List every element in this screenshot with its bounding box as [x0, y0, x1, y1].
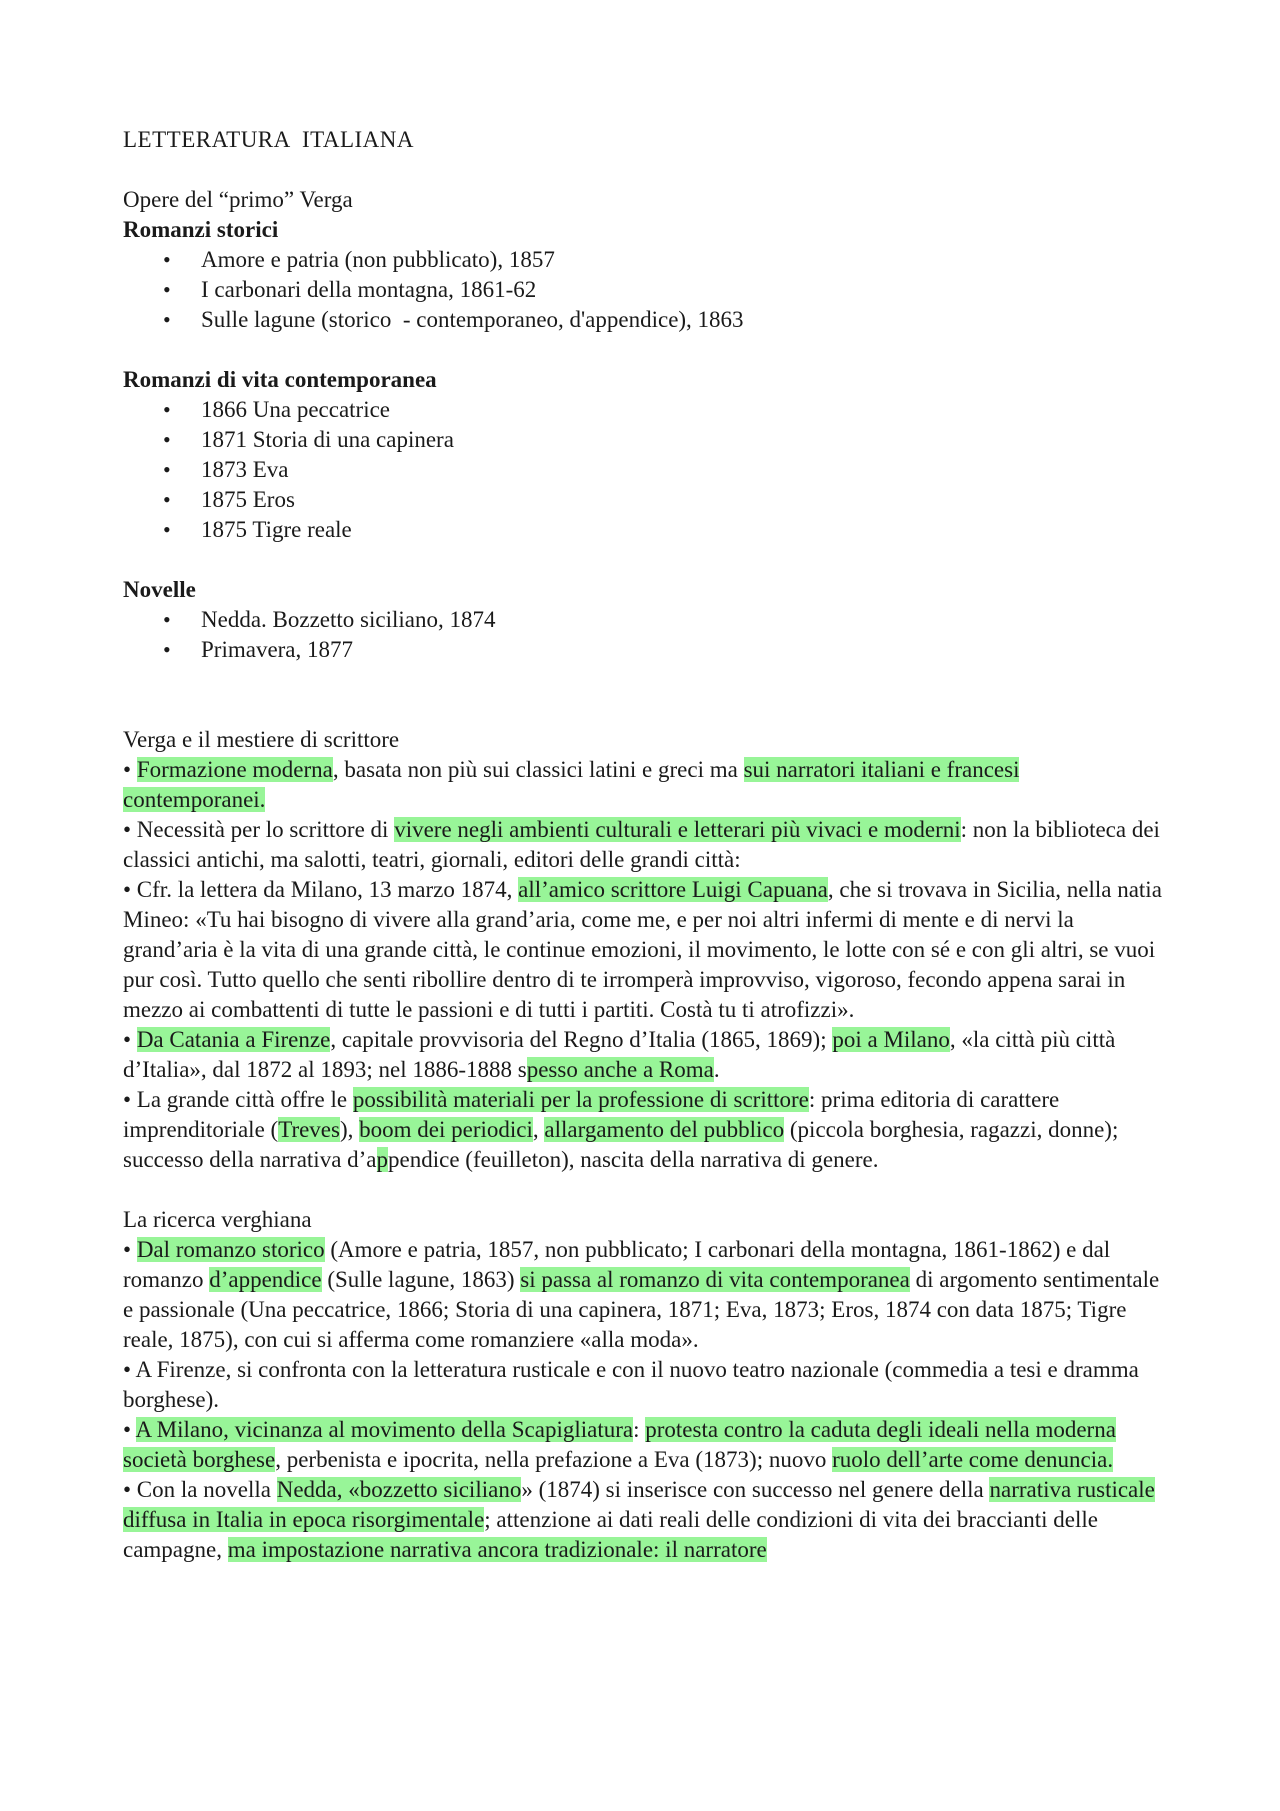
paragraph-nedda [123, 1475, 1163, 1565]
paragraph-grande-citta [123, 1085, 1163, 1175]
paragraph-necessita [123, 815, 1163, 875]
highlighted-text: ma impostazione narrativa ancora tradizionale: il narratore [227, 1537, 767, 1562]
paragraph-text: , «la città più città d’Italia», dal 1872 al 1893; nel 1886-1888 s [123, 1027, 1116, 1082]
subtitle: Opere del “primo” Verga [123, 187, 353, 212]
list-item: • 1871 Storia di una capinera [123, 425, 1163, 455]
paragraph-text: : prima editoria di carattere imprenditoriale ( [123, 1087, 1060, 1142]
paragraph-text: . [713, 1057, 720, 1082]
paragraph-lettera [123, 875, 1163, 1025]
paragraph-text: • Con la novella [123, 1477, 277, 1502]
list-item: • Nedda. Bozzetto siciliano, 1874 [123, 605, 1163, 635]
highlighted-text: p [376, 1147, 389, 1172]
paragraph-text: • [123, 1027, 137, 1052]
highlighted-text: possibilità materiali per la professione di scrittore [352, 1087, 809, 1112]
paragraph-firenze: • A Firenze, si confronta con la letteratura rusticale e con il nuovo teatro nazionale (commedia a tesi e dramma borghese). [123, 1357, 1139, 1412]
paragraph-text: (Amore e patria, 1857, non pubblicato; I carbonari della montagna, 1861-1862) e dal romanzo [123, 1237, 1111, 1292]
paragraph-text: , capitale provvisoria del Regno d’Italia (1865, 1869); [330, 1027, 833, 1052]
list-item: • I carbonari della montagna, 1861-62 [123, 275, 1163, 305]
paragraph-text: (piccola borghesia, ragazzi, donne); successo della narrativa d’a [123, 1117, 1119, 1172]
highlighted-text: narrativa rusticale diffusa in Italia in epoca risorgimentale [123, 1477, 1155, 1532]
paragraph-text: • Cfr. la lettera da Milano, 13 marzo 1874, [123, 877, 519, 902]
paragraph-text: • [123, 1417, 136, 1442]
highlighted-text: Treves [278, 1117, 340, 1142]
paragraph-milano [123, 1415, 1163, 1475]
paragraph-text: (Sulle lagune, 1863) [321, 1267, 521, 1292]
list-item: • 1875 Eros [123, 485, 1163, 515]
paragraph-formazione [123, 755, 1163, 815]
list-novelle [123, 605, 1163, 665]
paragraph-text: : non la biblioteca dei classici antichi, ma salotti, teatri, giornali, editori delle grandi città: [123, 817, 1160, 872]
paragraph-text: ), [339, 1117, 360, 1142]
section-heading-romanzi-storici: Romanzi storici [123, 217, 279, 242]
section-heading-ricerca: La ricerca verghiana [123, 1207, 312, 1232]
paragraph-text: ; attenzione ai dati reali delle condizioni di vita dei braccianti delle campagne, [123, 1507, 1099, 1562]
paragraph-text: pendice (feuilleton), nascita della narrativa di genere. [388, 1147, 879, 1172]
paragraph-text: di argomento sentimentale e passionale (Una peccatrice, 1866; Storia di una capinera, 1871; Eva, 1873; Eros, 1874 con data 1875; Tigre reale, 1875), con cui si afferma come romanziere «alla moda». [123, 1267, 1160, 1352]
highlighted-text: sui narratori italiani e francesi contemporanei. [123, 757, 1020, 812]
highlighted-text: pesso anche a Roma [526, 1057, 714, 1082]
paragraph-text: , perbenista e ipocrita, nella prefazione a Eva (1873); nuovo [275, 1447, 833, 1472]
section-heading-novelle: Novelle [123, 577, 196, 602]
highlighted-text: si passa al romanzo di vita contemporanea [520, 1267, 910, 1292]
highlighted-text: ruolo dell’arte come denuncia. [832, 1447, 1114, 1472]
paragraph-text: • [123, 757, 137, 782]
highlighted-text: Da Catania a Firenze [136, 1027, 331, 1052]
list-item: • 1873 Eva [123, 455, 1163, 485]
highlighted-text: protesta contro la caduta degli ideali nella moderna società borghese [123, 1417, 1116, 1472]
highlighted-text: d’appendice [209, 1267, 322, 1292]
highlighted-text: vivere negli ambienti culturali e letterari più vivaci e moderni [394, 817, 961, 842]
paragraph-text: • [123, 1237, 137, 1262]
highlighted-text: Dal romanzo storico [136, 1237, 325, 1262]
list-romanzi-contemporanea [123, 395, 1163, 545]
section-heading-mestiere: Verga e il mestiere di scrittore [123, 727, 400, 752]
paragraph-text: » (1874) si inserisce con successo nel genere della [521, 1477, 990, 1502]
document-content [123, 125, 1163, 1565]
paragraph-text: , [532, 1117, 545, 1142]
paragraph-text: , basata non più sui classici latini e greci ma [332, 757, 744, 782]
highlighted-text: all’amico scrittore Luigi Capuana [518, 877, 828, 902]
paragraph-text: : [633, 1417, 646, 1442]
document-title: LETTERATURA ITALIANA [123, 127, 415, 152]
list-item: • Primavera, 1877 [123, 635, 1163, 665]
highlighted-text: Formazione moderna [136, 757, 333, 782]
paragraph-text: • Necessità per lo scrittore di [123, 817, 395, 842]
paragraph-romanzo-storico [123, 1235, 1163, 1355]
list-item: • 1866 Una peccatrice [123, 395, 1163, 425]
highlighted-text: Nedda, «bozzetto siciliano [276, 1477, 522, 1502]
list-romanzi-storici [123, 245, 1163, 335]
paragraph-citta [123, 1025, 1163, 1085]
paragraph-text: • La grande città offre le [123, 1087, 353, 1112]
highlighted-text: poi a Milano [832, 1027, 950, 1052]
list-item: • Amore e patria (non pubblicato), 1857 [123, 245, 1163, 275]
section-heading-romanzi-contemporanea: Romanzi di vita contemporanea [123, 367, 437, 392]
list-item: • 1875 Tigre reale [123, 515, 1163, 545]
paragraph-text: , che si trovava in Sicilia, nella natia Mineo: «Tu hai bisogno di vivere alla grand’aria, come me, e per noi altri infermi di mente e di nervi la grand’aria è la vita di una grande città, le continue emozioni, il movimento, le lotte con sé e con gli altri, se vuoi pur così. Tutto quello che senti ribollire dentro di te irromperà improvviso, vigoroso, fecondo appena sarai in mezzo ai combattenti di tutte le passioni e di tutti i partiti. Costà tu ti atrofizzi». [123, 877, 1162, 1022]
highlighted-text: A Milano, vicinanza al movimento della Scapigliatura [135, 1417, 634, 1442]
highlighted-text: allargamento del pubblico [544, 1117, 785, 1142]
highlighted-text: boom dei periodici [359, 1117, 533, 1142]
list-item: • Sulle lagune (storico - contemporaneo, d'appendice), 1863 [123, 305, 1163, 335]
